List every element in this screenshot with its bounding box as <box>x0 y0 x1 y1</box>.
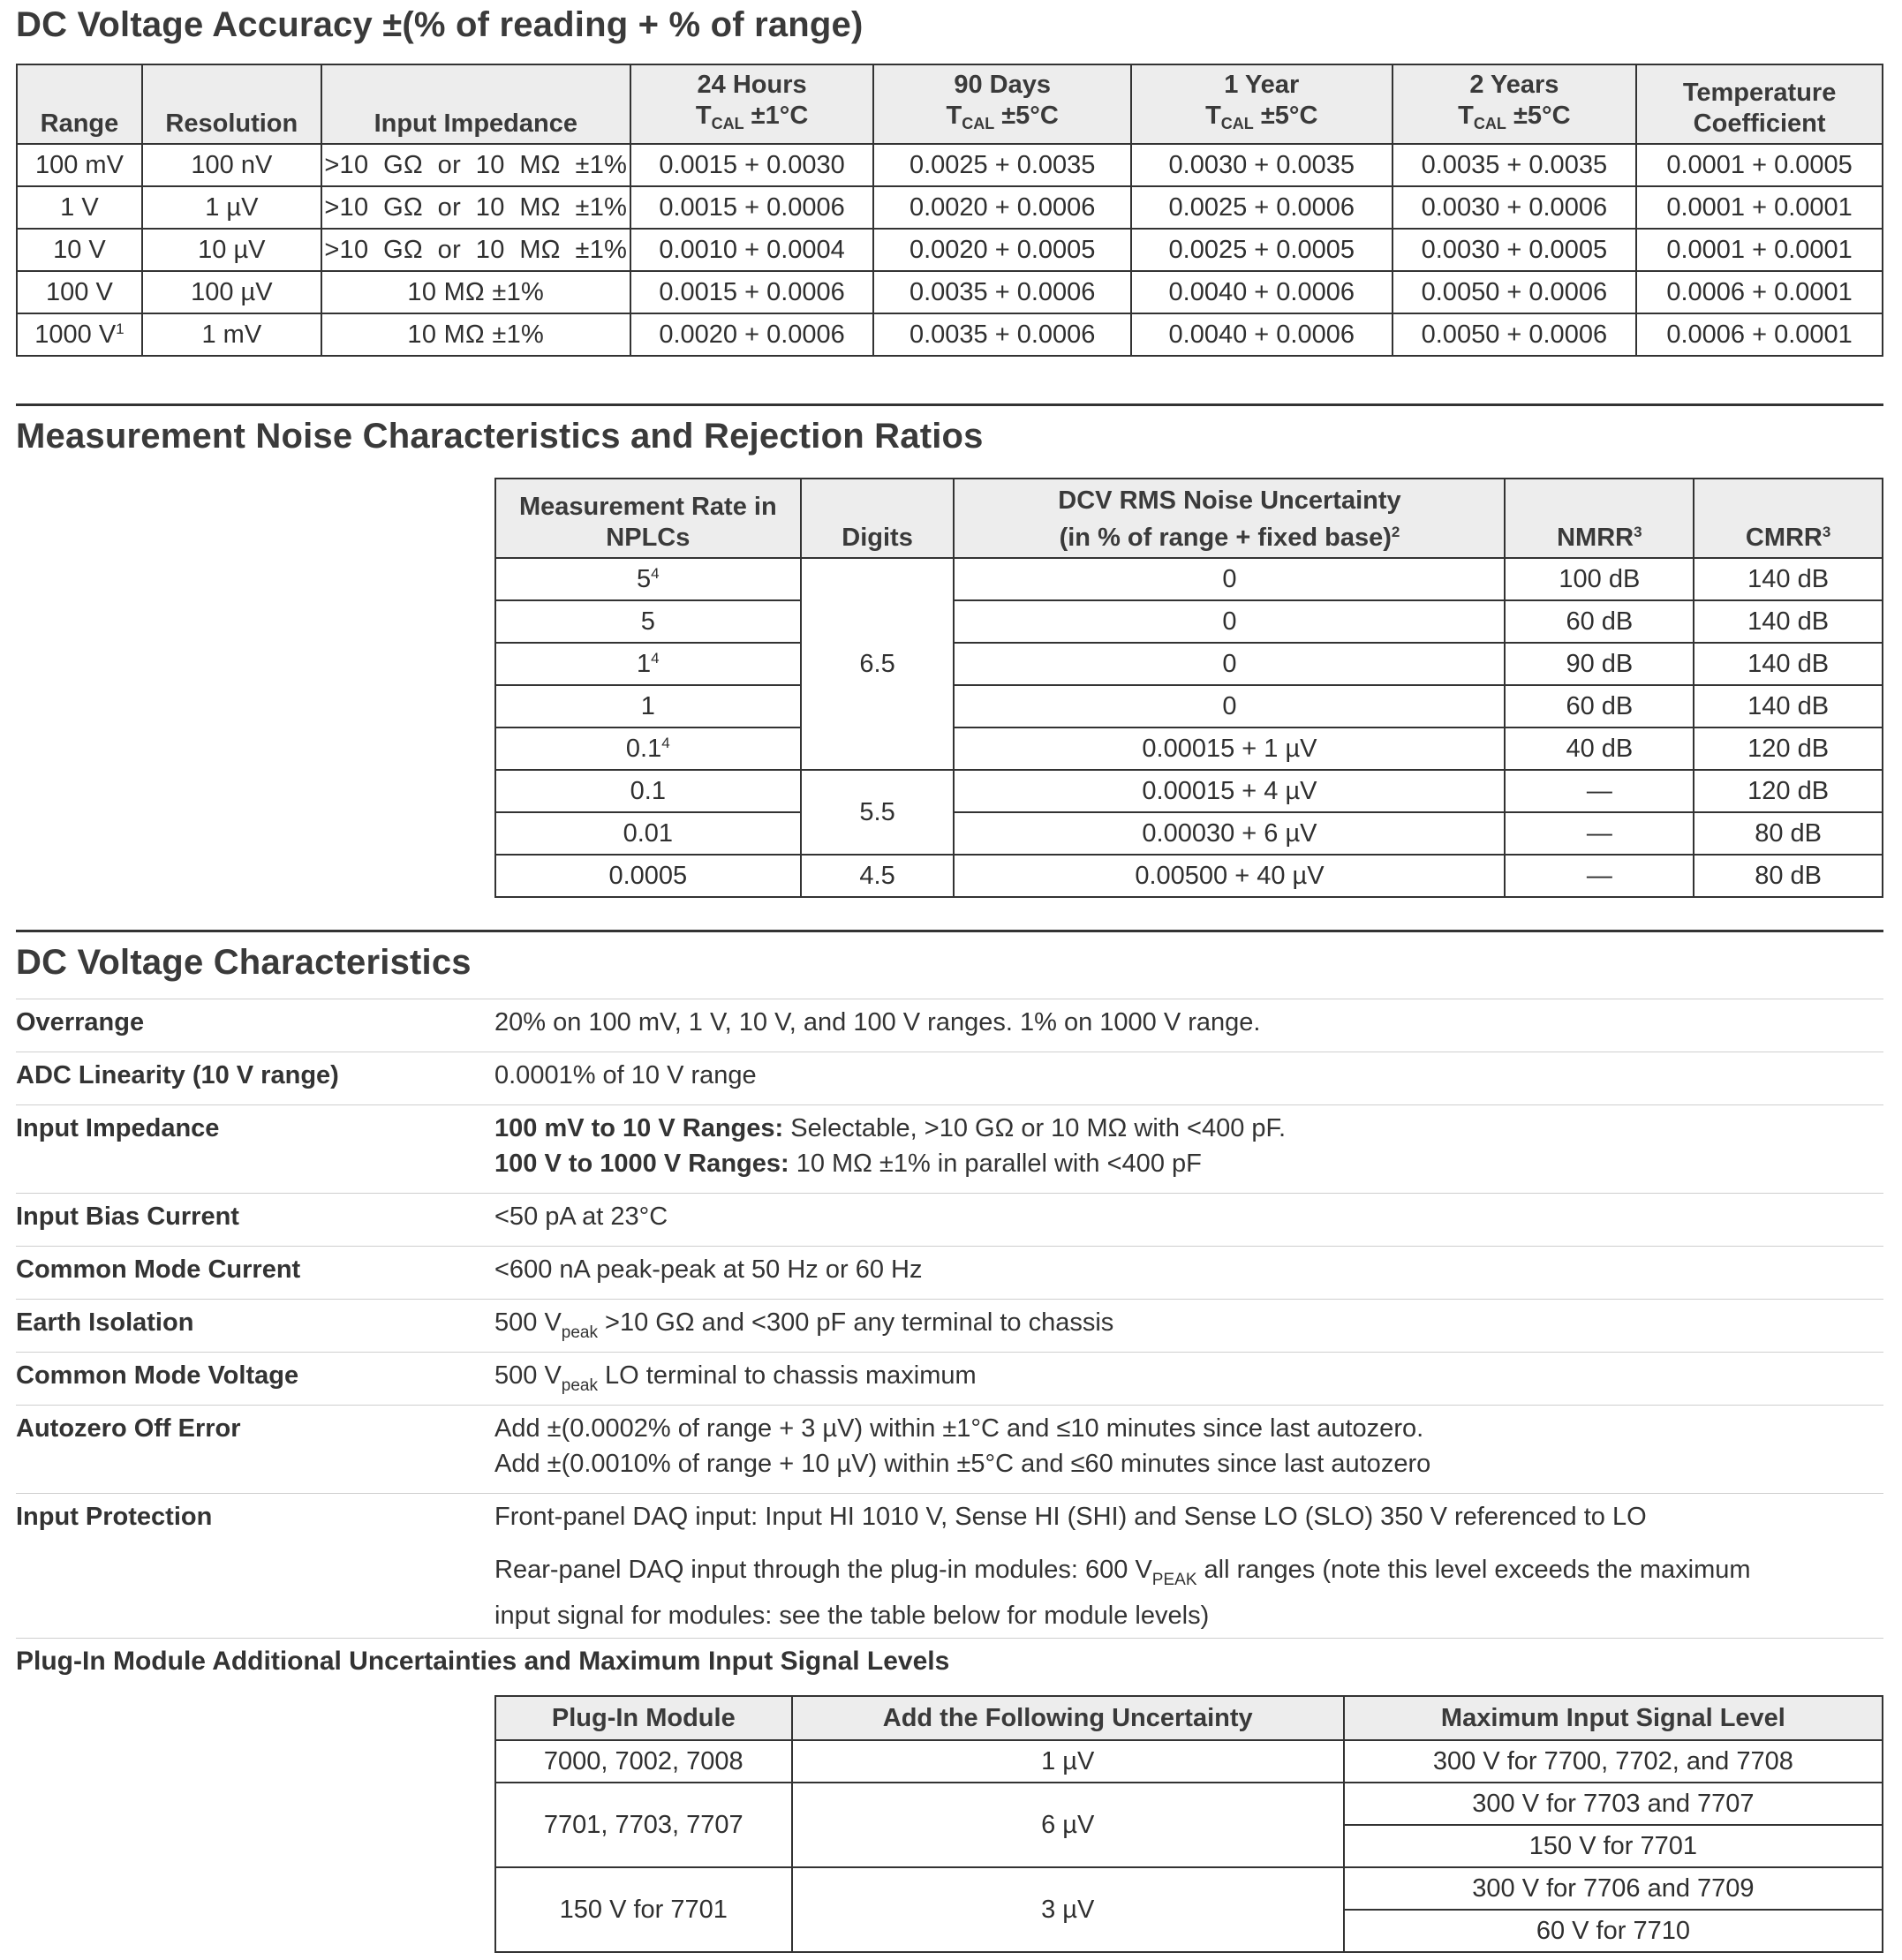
temp-coeff-cell: 0.0006 + 0.0001 <box>1636 313 1883 356</box>
accuracy-title: DC Voltage Accuracy ±(% of reading + % of range) <box>16 5 864 44</box>
nmrr-cell: 90 dB <box>1505 643 1694 685</box>
bias-label: Input Bias Current <box>16 1202 239 1231</box>
header-1-year <box>1131 64 1393 144</box>
adc-row <box>16 1052 1883 1104</box>
protection-rear-b: all ranges (note this level exceeds the maximum <box>1196 1556 1751 1584</box>
rate-cell <box>495 685 801 727</box>
footnote-4: 4 <box>651 564 660 582</box>
header-input-impedance: Input Impedance <box>321 64 630 144</box>
earth-prefix: 500 V <box>494 1308 562 1337</box>
noise-table <box>494 478 1883 898</box>
accuracy-90d-cell: 0.0020 + 0.0005 <box>873 229 1131 271</box>
cm-voltage-value <box>494 1358 977 1404</box>
bias-value: <50 pA at 23°C <box>494 1202 668 1231</box>
impedance-label: Input Impedance <box>16 1114 220 1142</box>
protection-rear-c: input signal for modules: see the table below for module levels) <box>494 1602 1210 1630</box>
cmrr-cell: 120 dB <box>1694 727 1883 770</box>
table-row <box>17 144 1883 186</box>
footnote-2: 2 <box>1391 524 1400 540</box>
impedance-line2 <box>494 1146 1286 1181</box>
nmrr-cell: — <box>1505 770 1694 812</box>
max-level-cell: 60 V for 7710 <box>1344 1910 1883 1952</box>
header-24-hours <box>630 64 874 144</box>
earth-value <box>494 1305 1113 1351</box>
earth-rest: >10 GΩ and <300 pF any terminal to chassis <box>598 1308 1114 1337</box>
divider-line <box>16 1638 1883 1639</box>
uncertainty-cell: 6 µV <box>792 1783 1344 1867</box>
module-cell: 7701, 7703, 7707 <box>495 1783 792 1867</box>
impedance-value <box>494 1111 1286 1181</box>
accuracy-header-row <box>17 64 1883 144</box>
plugin-header-row <box>495 1696 1883 1740</box>
header-rate-line1: Measurement Rate in <box>518 493 777 521</box>
accuracy-table <box>16 64 1883 357</box>
resolution-cell: 10 µV <box>142 229 321 271</box>
noise-cell: 0 <box>954 558 1505 600</box>
tolerance: ±5°C <box>1513 102 1571 130</box>
header-rate-line2: NPLCs <box>606 524 691 552</box>
adc-label: ADC Linearity (10 V range) <box>16 1061 339 1089</box>
adc-value: 0.0001% of 10 V range <box>494 1061 757 1089</box>
table-row <box>495 558 1883 600</box>
protection-rear <box>494 1552 1883 1633</box>
header-2-years-line1: 2 Years <box>1469 71 1559 99</box>
resolution-cell: 1 mV <box>142 313 321 356</box>
cal-subscript: CAL <box>711 115 744 132</box>
header-90-days-line1: 90 Days <box>954 71 1051 99</box>
cal-subscript: CAL <box>962 115 995 132</box>
header-plugin-module: Plug-In Module <box>495 1696 792 1740</box>
accuracy-2y-cell: 0.0050 + 0.0006 <box>1393 271 1637 313</box>
header-cmrr <box>1694 479 1883 558</box>
nmrr-cell: 40 dB <box>1505 727 1694 770</box>
header-nmrr <box>1505 479 1694 558</box>
earth-label: Earth Isolation <box>16 1308 194 1337</box>
overrange-value: 20% on 100 mV, 1 V, 10 V, and 100 V ranges. 1% on 1000 V range. <box>494 1008 1261 1037</box>
resolution-cell: 100 nV <box>142 144 321 186</box>
header-max-input: Maximum Input Signal Level <box>1344 1696 1883 1740</box>
impedance-line1-text: Selectable, >10 GΩ or 10 MΩ with <400 pF. <box>783 1114 1287 1142</box>
rate-cell <box>495 855 801 897</box>
rate-cell <box>495 558 801 600</box>
accuracy-body <box>17 144 1883 356</box>
table-row <box>17 271 1883 313</box>
autozero-line1: Add ±(0.0002% of range + 3 µV) within ±1°C and ≤10 minutes since last autozero. <box>494 1414 1424 1443</box>
cmrr-cell: 80 dB <box>1694 855 1883 897</box>
footnote-4: 4 <box>661 734 670 751</box>
protection-front: Front-panel DAQ input: Input HI 1010 V, Sense HI (SHI) and Sense LO (SLO) 350 V referenced to LO <box>494 1503 1647 1531</box>
impedance-cell: >10 GΩ or 10 MΩ ±1% <box>321 229 630 271</box>
cmrr-cell: 80 dB <box>1694 812 1883 855</box>
max-level-cell: 300 V for 7703 and 7707 <box>1344 1783 1883 1825</box>
rate-cell <box>495 643 801 685</box>
protection-value <box>494 1499 1883 1633</box>
impedance-cell: >10 GΩ or 10 MΩ ±1% <box>321 186 630 229</box>
range-cell <box>17 271 142 313</box>
cmrr-cell: 140 dB <box>1694 558 1883 600</box>
accuracy-2y-cell: 0.0030 + 0.0006 <box>1393 186 1637 229</box>
cal-subscript: CAL <box>1220 115 1254 132</box>
header-dcv-line2 <box>955 516 1504 554</box>
header-measurement-rate <box>495 479 801 558</box>
noise-cell: 0 <box>954 600 1505 643</box>
overrange-row <box>16 999 1883 1051</box>
rate-value: 0.01 <box>623 818 674 848</box>
accuracy-24h-cell: 0.0010 + 0.0004 <box>630 229 874 271</box>
impedance-cell: >10 GΩ or 10 MΩ ±1% <box>321 144 630 186</box>
table-row <box>495 685 1883 727</box>
cmrr-cell: 140 dB <box>1694 685 1883 727</box>
table-row <box>17 313 1883 356</box>
header-2-years <box>1393 64 1637 144</box>
tolerance: ±1°C <box>751 102 809 130</box>
max-level-cell: 150 V for 7701 <box>1344 1825 1883 1867</box>
accuracy-90d-cell: 0.0035 + 0.0006 <box>873 271 1131 313</box>
temp-coeff-cell: 0.0001 + 0.0001 <box>1636 229 1883 271</box>
cm-current-row <box>16 1246 1883 1298</box>
resolution-cell: 100 µV <box>142 271 321 313</box>
rate-value: 0.0005 <box>608 861 688 890</box>
section-divider <box>16 403 1883 406</box>
nmrr-cell: 60 dB <box>1505 685 1694 727</box>
protection-row <box>16 1493 1883 1637</box>
nmrr-cell: 100 dB <box>1505 558 1694 600</box>
characteristics-title: DC Voltage Characteristics <box>16 943 472 982</box>
rate-value: 5 <box>637 564 652 593</box>
header-digits: Digits <box>801 479 955 558</box>
plugin-table <box>494 1695 1883 1953</box>
cm-voltage-rest: LO terminal to chassis maximum <box>598 1361 977 1390</box>
accuracy-24h-cell: 0.0015 + 0.0030 <box>630 144 874 186</box>
peak-subscript: peak <box>561 1323 598 1342</box>
temp-coeff-cell: 0.0001 + 0.0005 <box>1636 144 1883 186</box>
autozero-row <box>16 1405 1883 1492</box>
noise-cell: 0 <box>954 643 1505 685</box>
nmrr-cell: 60 dB <box>1505 600 1694 643</box>
nmrr-cell: — <box>1505 855 1694 897</box>
cmrr-text: CMRR <box>1745 524 1823 552</box>
rate-value: 1 <box>637 649 652 678</box>
noise-body <box>495 558 1883 897</box>
accuracy-24h-cell: 0.0015 + 0.0006 <box>630 271 874 313</box>
accuracy-90d-cell: 0.0020 + 0.0006 <box>873 186 1131 229</box>
header-resolution: Resolution <box>142 64 321 144</box>
protection-rear-a: Rear-panel DAQ input through the plug-in modules: 600 V <box>494 1556 1152 1584</box>
table-row <box>495 1740 1883 1783</box>
cal-subscript: CAL <box>1473 115 1506 132</box>
digits-cell: 6.5 <box>801 558 955 770</box>
header-temp-line2: Coefficient <box>1693 109 1826 138</box>
nmrr-cell: — <box>1505 812 1694 855</box>
rate-value: 5 <box>640 607 655 636</box>
footnote-4: 4 <box>651 649 660 667</box>
nmrr-text: NMRR <box>1557 524 1634 552</box>
accuracy-1y-cell: 0.0025 + 0.0005 <box>1131 229 1393 271</box>
cmrr-cell: 120 dB <box>1694 770 1883 812</box>
uncertainty-cell: 1 µV <box>792 1740 1344 1783</box>
noise-header-row <box>495 479 1883 558</box>
t-letter: T <box>695 102 712 130</box>
resolution-cell: 1 µV <box>142 186 321 229</box>
impedance-line1-bold: 100 mV to 10 V Ranges: <box>494 1114 784 1142</box>
autozero-label: Autozero Off Error <box>16 1414 241 1443</box>
header-dcv-line1: DCV RMS Noise Uncertainty <box>1058 486 1401 515</box>
protection-label: Input Protection <box>16 1503 213 1531</box>
noise-cell: 0.00030 + 6 µV <box>954 812 1505 855</box>
header-temp-line1: Temperature <box>1682 79 1837 107</box>
accuracy-90d-cell: 0.0025 + 0.0035 <box>873 144 1131 186</box>
temp-coeff-cell: 0.0001 + 0.0001 <box>1636 186 1883 229</box>
footnote-1: 1 <box>116 320 125 337</box>
impedance-line1 <box>494 1111 1286 1146</box>
range-value: 100 mV <box>34 150 124 179</box>
noise-cell: 0 <box>954 685 1505 727</box>
range-cell <box>17 144 142 186</box>
t-letter: T <box>1458 102 1474 130</box>
noise-cell: 0.00015 + 4 µV <box>954 770 1505 812</box>
rate-cell <box>495 600 801 643</box>
header-90-days-line2 <box>874 101 1130 139</box>
rate-cell <box>495 812 801 855</box>
range-cell <box>17 186 142 229</box>
max-level-cell: 300 V for 7700, 7702, and 7708 <box>1344 1740 1883 1783</box>
digits-cell: 5.5 <box>801 770 955 855</box>
impedance-cell: 10 MΩ ±1% <box>321 313 630 356</box>
table-row <box>495 855 1883 897</box>
tolerance: ±5°C <box>1001 102 1059 130</box>
header-dcv-noise <box>954 479 1505 558</box>
table-row <box>17 186 1883 229</box>
range-value: 100 V <box>46 277 113 306</box>
accuracy-2y-cell: 0.0030 + 0.0005 <box>1393 229 1637 271</box>
temp-coeff-cell: 0.0006 + 0.0001 <box>1636 271 1883 313</box>
header-1-year-line1: 1 Year <box>1224 71 1300 99</box>
t-letter: T <box>1205 102 1221 130</box>
accuracy-1y-cell: 0.0030 + 0.0035 <box>1131 144 1393 186</box>
cmrr-cell: 140 dB <box>1694 600 1883 643</box>
table-row <box>495 727 1883 770</box>
digits-cell: 4.5 <box>801 855 955 897</box>
range-value: 10 V <box>53 235 106 264</box>
accuracy-1y-cell: 0.0040 + 0.0006 <box>1131 271 1393 313</box>
accuracy-1y-cell: 0.0025 + 0.0006 <box>1131 186 1393 229</box>
header-24-hours-line1: 24 Hours <box>697 71 807 99</box>
module-cell: 150 V for 7701 <box>495 1867 792 1952</box>
header-uncertainty: Add the Following Uncertainty <box>792 1696 1344 1740</box>
bias-row <box>16 1193 1883 1245</box>
overrange-label: Overrange <box>16 1008 145 1037</box>
table-row <box>495 600 1883 643</box>
header-range: Range <box>17 64 142 144</box>
tolerance: ±5°C <box>1260 102 1318 130</box>
impedance-line2-bold: 100 V to 1000 V Ranges: <box>494 1150 789 1178</box>
range-cell <box>17 229 142 271</box>
impedance-cell: 10 MΩ ±1% <box>321 271 630 313</box>
module-cell: 7000, 7002, 7008 <box>495 1740 792 1783</box>
accuracy-24h-cell: 0.0020 + 0.0006 <box>630 313 874 356</box>
header-temperature-coefficient <box>1636 64 1883 144</box>
autozero-value <box>494 1411 1430 1481</box>
header-24-hours-line2 <box>631 101 873 139</box>
cm-voltage-prefix: 500 V <box>494 1361 562 1390</box>
table-row <box>495 1867 1883 1910</box>
table-row <box>495 812 1883 855</box>
rate-cell <box>495 770 801 812</box>
accuracy-2y-cell: 0.0035 + 0.0035 <box>1393 144 1637 186</box>
range-value: 1000 V <box>34 320 117 349</box>
rate-value: 1 <box>640 691 655 720</box>
peak-subscript: PEAK <box>1151 1571 1197 1589</box>
max-level-cell: 300 V for 7706 and 7709 <box>1344 1867 1883 1910</box>
table-row <box>495 1783 1883 1825</box>
earth-row <box>16 1299 1883 1351</box>
accuracy-1y-cell: 0.0040 + 0.0006 <box>1131 313 1393 356</box>
cm-current-label: Common Mode Current <box>16 1255 301 1284</box>
noise-cell: 0.00500 + 40 µV <box>954 855 1505 897</box>
footnote-3: 3 <box>1634 524 1642 540</box>
rate-value: 0.1 <box>630 776 666 805</box>
section-divider <box>16 930 1883 932</box>
noise-title: Measurement Noise Characteristics and Rejection Ratios <box>16 417 984 456</box>
footnote-3: 3 <box>1822 524 1831 540</box>
accuracy-90d-cell: 0.0035 + 0.0006 <box>873 313 1131 356</box>
impedance-line2-text: 10 MΩ ±1% in parallel with <400 pF <box>789 1150 1202 1178</box>
range-cell <box>17 313 142 356</box>
dcv-line2-text: (in % of range + fixed base) <box>1059 524 1392 552</box>
table-row <box>495 643 1883 685</box>
table-row <box>495 770 1883 812</box>
autozero-line2: Add ±(0.0010% of range + 10 µV) within ±5°C and ≤60 minutes since last autozero <box>494 1450 1431 1478</box>
plugin-title: Plug-In Module Additional Uncertainties and Maximum Input Signal Levels <box>16 1647 950 1676</box>
t-letter: T <box>946 102 962 130</box>
cmrr-cell: 140 dB <box>1694 643 1883 685</box>
noise-cell: 0.00015 + 1 µV <box>954 727 1505 770</box>
table-row <box>17 229 1883 271</box>
accuracy-2y-cell: 0.0050 + 0.0006 <box>1393 313 1637 356</box>
rate-value: 0.1 <box>625 734 662 763</box>
header-90-days <box>873 64 1131 144</box>
impedance-row <box>16 1104 1883 1192</box>
accuracy-24h-cell: 0.0015 + 0.0006 <box>630 186 874 229</box>
rate-cell <box>495 727 801 770</box>
range-value: 1 V <box>60 192 99 222</box>
cm-voltage-label: Common Mode Voltage <box>16 1361 299 1390</box>
cm-voltage-row <box>16 1352 1883 1404</box>
uncertainty-cell: 3 µV <box>792 1867 1344 1952</box>
plugin-body <box>495 1740 1883 1952</box>
header-1-year-line2 <box>1132 101 1392 139</box>
header-2-years-line2 <box>1393 101 1636 139</box>
peak-subscript: peak <box>561 1376 598 1395</box>
cm-current-value: <600 nA peak-peak at 50 Hz or 60 Hz <box>494 1255 923 1284</box>
